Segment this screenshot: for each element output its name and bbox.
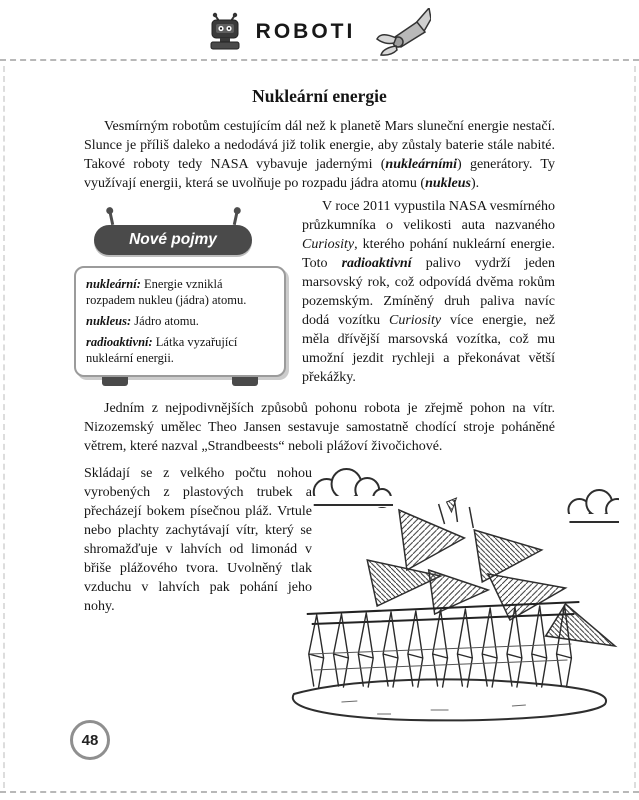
term-row	[86, 313, 274, 329]
wind-paragraph-continued: Skládají se z velkého počtu nohou vyrobených z plastových trubek a přecházejí bokem písečnou pláž. Vrtule nebo plachty zachytávají vítr, který se shromažďuje v lahvích od limonád v břiše plážového tvora. Uvolněný tlak vzduchu v lahvích pak pohání jeho nohy.	[84, 466, 312, 614]
beach-shape	[293, 679, 606, 720]
widget-foot-left	[102, 377, 128, 386]
antenna-left-icon	[109, 213, 114, 225]
page-header	[0, 6, 639, 58]
antenna-right-icon	[233, 213, 238, 225]
term-row	[86, 334, 274, 366]
term-definition: Látka vyzařující nukleární energii.	[86, 335, 238, 365]
wind-paragraph: Jedním z nejpodivnějších způsobů pohonu robota je zřejmě pohon na vítr. Nizozemský umělec Theo Jansen sestavuje samostatně chodící stroje poháněné větrem, které nazval „Strandbeests“ neboli plážoví živočichové.	[84, 401, 555, 454]
dashed-divider-top	[0, 59, 639, 61]
term-label: radioaktivní:	[86, 335, 153, 349]
curiosity-paragraph: V roce 2011 vypustila NASA vesmírného průzkumníka o velikosti auta nazvaného Curiosity, kterého pohání nukleární energie. Toto radioaktivní palivo vydrží jeden marsovský rok, což odpovídá dvěma rokům pozemským. Zmíněný druh paliva navíc dodá vozítku Curiosity více energie, než měla dřívější marsovská vozítka, což mu umožní jezdit rychleji a překonávat větší překážky.	[302, 199, 555, 385]
page-number: 48	[81, 731, 99, 749]
page-header-title: ROBOTI	[255, 20, 356, 43]
dashed-divider-bottom	[0, 791, 639, 793]
robot-arm-icon	[369, 8, 431, 56]
widget-foot-right	[232, 377, 258, 386]
robot-head-icon	[208, 12, 242, 52]
term-label: nukleární:	[86, 277, 141, 291]
main-content	[84, 72, 555, 726]
cloud-icon	[567, 490, 619, 524]
term-label: nukleus:	[86, 314, 132, 328]
section-title: Nukleární energie	[252, 86, 387, 106]
terms-box	[74, 266, 286, 377]
middle-row	[84, 197, 555, 387]
new-terms-widget	[74, 197, 286, 387]
intro-paragraph: Vesmírným robotům cestujícím dál než k planetě Mars sluneční energie nestačí. Slunce je příliš daleko a nedodává již tolik energie, aby zůstaly baterie stále nabité. Takové roboty tedy NASA vybavuje jadernými (nukleárními) generátory. Ty využívají energii, která se uvolňuje po rozpadu jádra atomu (nukleus).	[84, 119, 555, 191]
dashed-frame-left	[3, 66, 5, 788]
strandbeest-illustration	[282, 458, 619, 726]
widget-feet	[74, 377, 286, 386]
wind-column	[84, 458, 312, 726]
curiosity-column	[302, 197, 555, 387]
dashed-frame-right	[634, 66, 636, 788]
page-number-badge	[70, 720, 110, 760]
bottom-row	[84, 458, 555, 726]
new-terms-banner	[94, 225, 252, 255]
new-terms-banner-label: Nové pojmy	[129, 231, 217, 248]
term-definition: Jádro atomu.	[131, 314, 199, 328]
cloud-icon	[312, 469, 395, 507]
term-row	[86, 276, 274, 308]
widget-antennas	[94, 211, 252, 225]
term-definition: Energie vzniklá rozpadem nukleu (jádra) atomu.	[86, 277, 247, 307]
